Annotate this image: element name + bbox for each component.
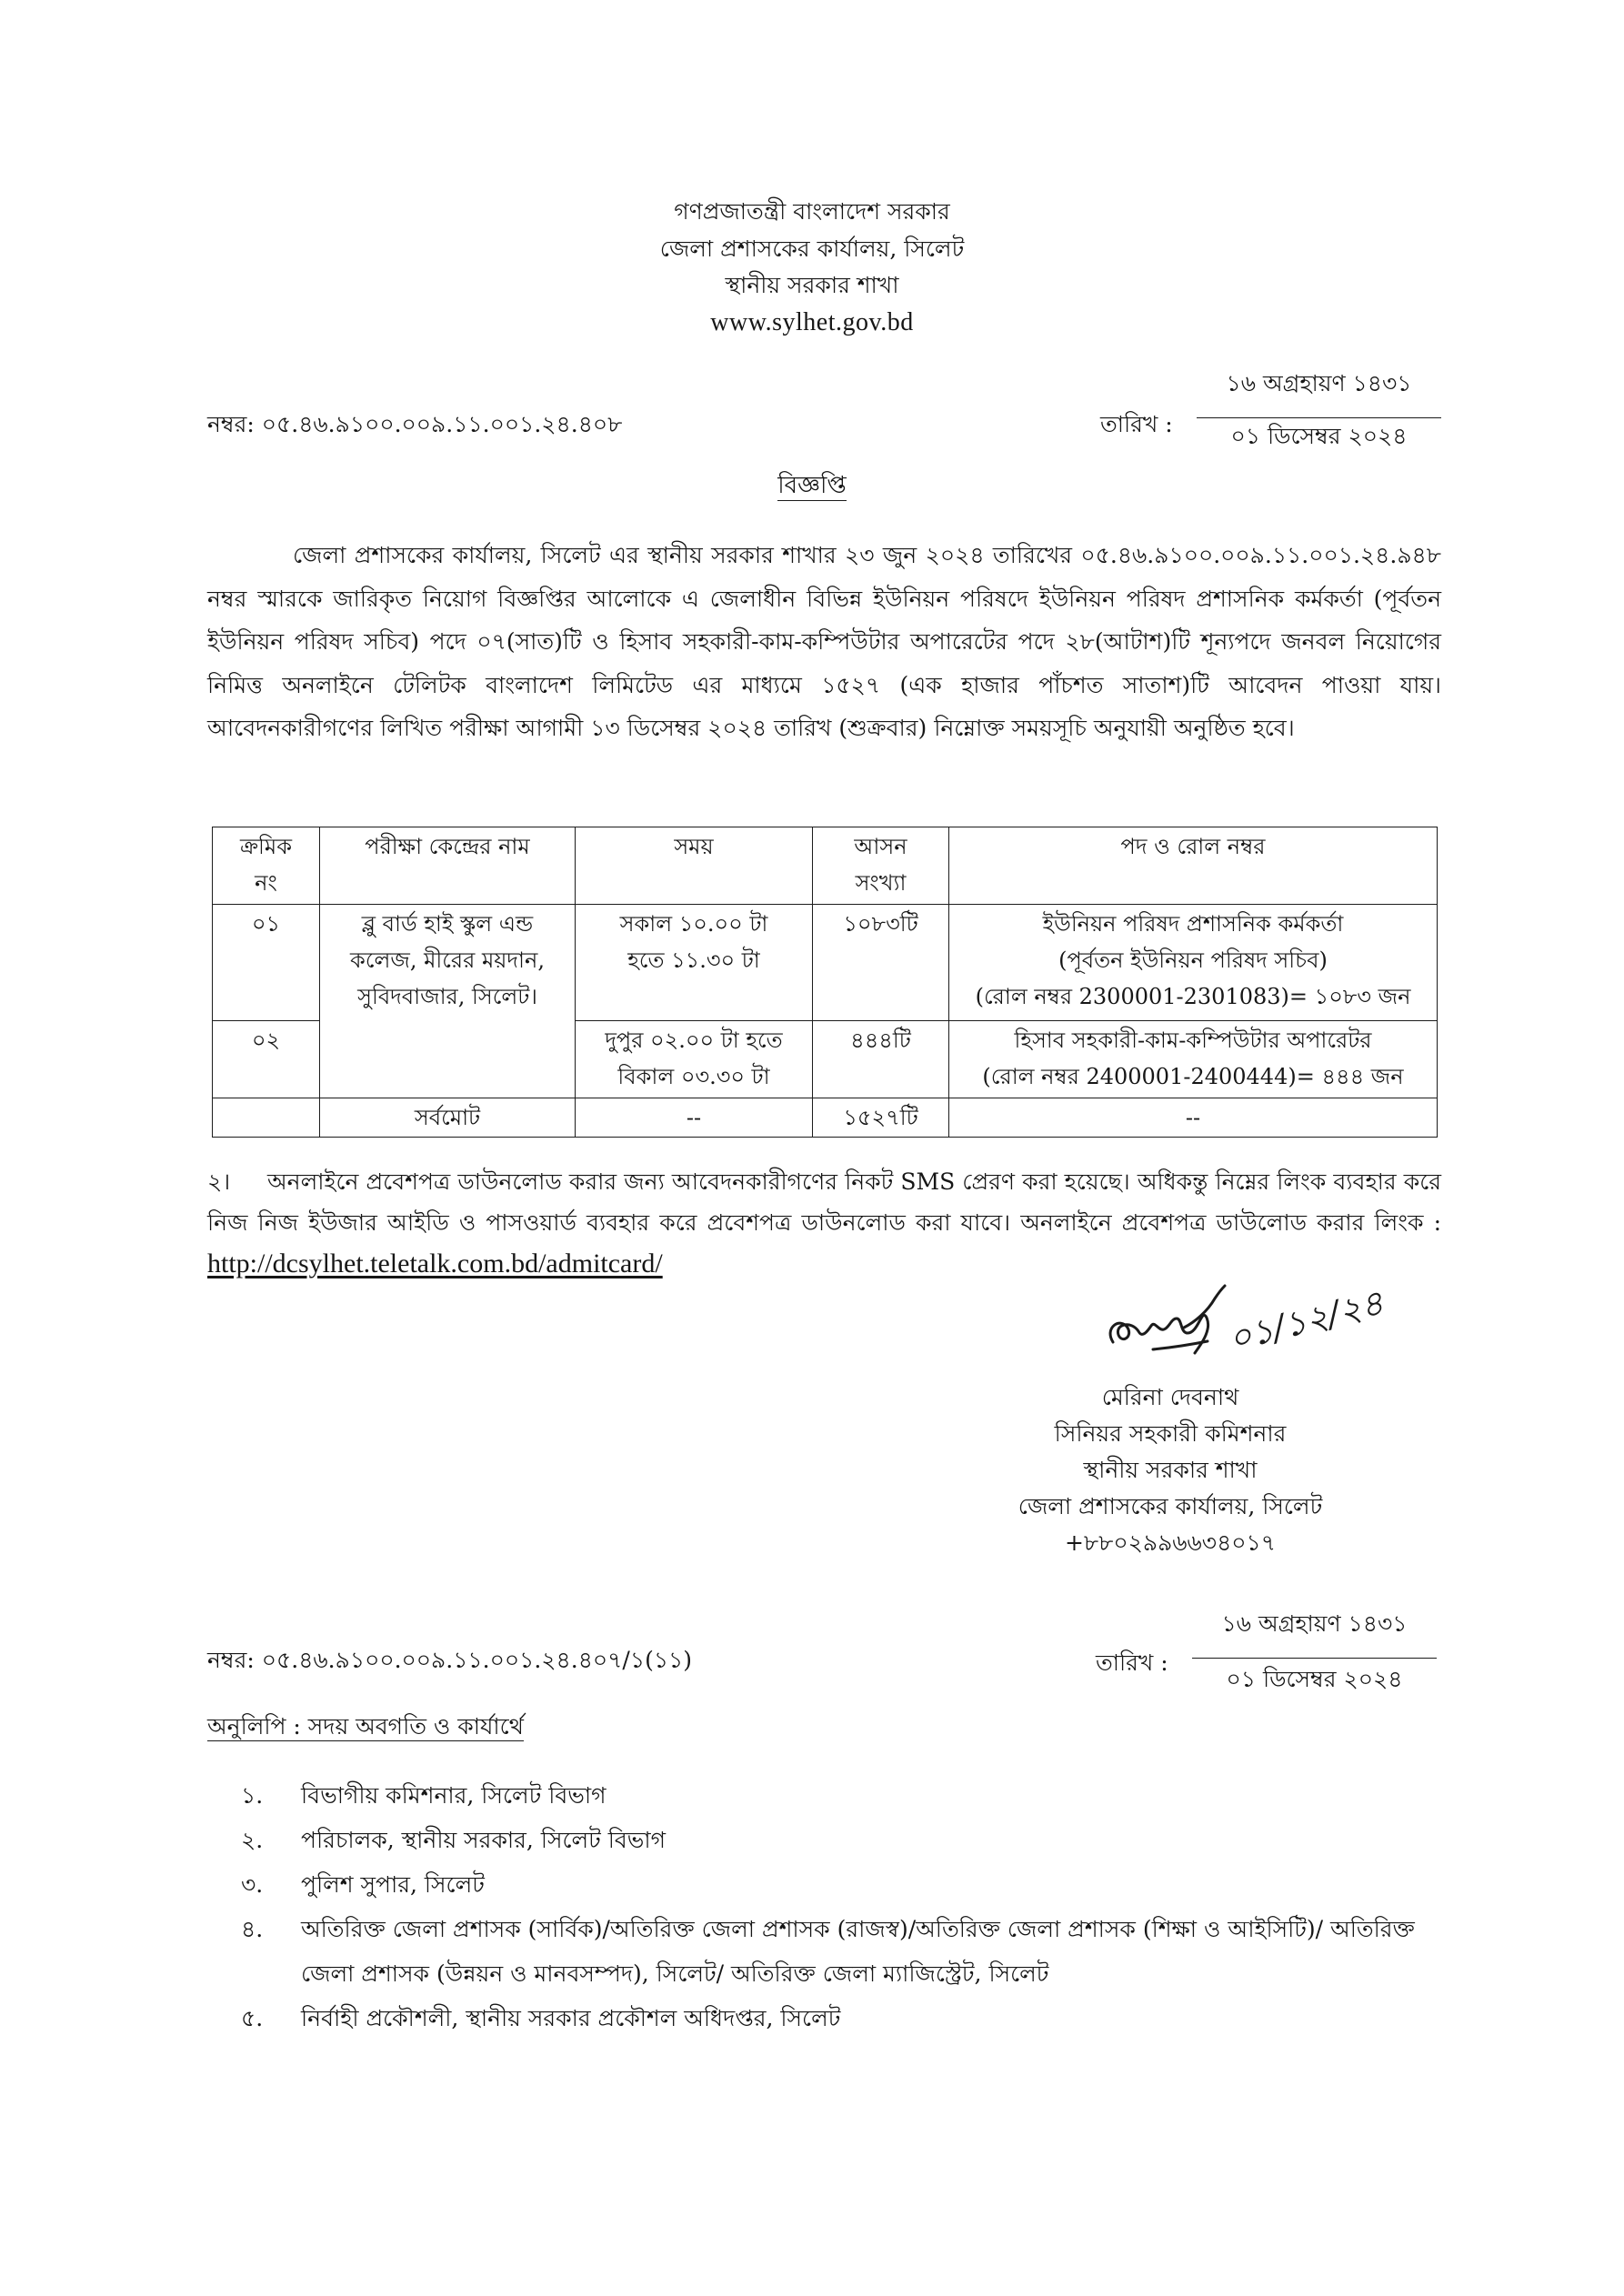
- memo-date-gregorian: ০১ ডিসেম্বর ২০২৪: [1230, 423, 1408, 449]
- list-item: [241, 1907, 1441, 1996]
- list-item-text: পরিচালক, স্থানীয় সরকার, সিলেট বিভাগ: [301, 1827, 667, 1853]
- header-seats: [813, 827, 949, 905]
- header-serial-line: ক্রমিক: [239, 834, 293, 859]
- row-serial: ০১: [213, 905, 320, 1021]
- row-seats: ১০৮৩টি: [813, 905, 949, 1021]
- copy-memo-date-gregorian: ০১ ডিসেম্বর ২০২৪: [1226, 1666, 1403, 1692]
- row-post-line: (রোল নম্বর 2300001-2301083)= ১০৮৩ জন: [975, 984, 1411, 1009]
- list-item: [241, 1818, 1441, 1862]
- memo-date-block: [1091, 364, 1450, 464]
- total-label: সর্বমোট: [320, 1098, 576, 1138]
- exam-center-line: কলেজ, মীরের ময়দান,: [350, 947, 545, 973]
- list-item: [241, 1773, 1441, 1818]
- exam-center-line: ব্লু বার্ড হাই স্কুল এন্ড: [361, 911, 534, 937]
- table-total-row: [213, 1098, 1438, 1138]
- header-post-roll: পদ ও রোল নম্বর: [949, 827, 1438, 905]
- exam-center-line: সুবিদবাজার, সিলেট।: [357, 984, 537, 1009]
- header-office-name: জেলা প্রশাসকের কার্যালয়, সিলেট: [659, 235, 965, 262]
- list-item-text: অতিরিক্ত জেলা প্রশাসক (সার্বিক)/অতিরিক্ত জেলা প্রশাসক (রাজস্ব)/অতিরিক্ত জেলা প্রশাসক (শিক্ষা ও আইসিটি)/ অতিরিক্ত জেলা প্রশাসক (উন্নয়ন ও মানবসম্পদ), সিলেট/ অতিরিক্ত জেলা ম্যাজিস্ট্রেট, সিলেট: [301, 1916, 1415, 1987]
- distribution-heading: [207, 1709, 524, 1744]
- row-seats: ৪৪৪টি: [813, 1021, 949, 1098]
- signature-date: ০১/১২/২৪: [1224, 1282, 1388, 1359]
- admit-card-text: অনলাইনে প্রবেশপত্র ডাউনলোড করার জন্য আবেদনকারীগণের নিকট SMS প্রেরণ করা হয়েছে। অধিকন্তু নিম্নের লিংক ব্যবহার করে নিজ নিজ ইউজার আইডি ও পাসওয়ার্ড ব্যবহার করে প্রবেশপত্র ডাউনলোড করা যাবে। অনলাইনে প্রবেশপত্র ডাউলোড করার লিংক :: [207, 1168, 1441, 1236]
- row-post-roll: [949, 905, 1438, 1021]
- row-serial: ০২: [213, 1021, 320, 1098]
- header-exam-center: পরীক্ষা কেন্দ্রের নাম: [320, 827, 576, 905]
- distribution-heading-text: অনুলিপি : সদয় অবগতি ও কার্যার্থে: [207, 1713, 524, 1740]
- list-item: [241, 1862, 1441, 1907]
- copy-memo-date-bangla: ১৬ অগ্রহায়ণ ১৪৩১: [1221, 1610, 1408, 1637]
- header-seats-line: সংখ্যা: [855, 870, 907, 896]
- admit-card-link[interactable]: http://dcsylhet.teletalk.com.bd/admitcard/: [207, 1248, 663, 1278]
- signatory-office: জেলা প্রশাসকের কার্যালয়, সিলেট: [1018, 1493, 1323, 1519]
- memo-date-bangla: ১৬ অগ্রহায়ণ ১৪৩১: [1226, 370, 1412, 396]
- memo-number: নম্বর: ০৫.৪৬.৯১০০.০০৯.১১.০০১.২৪.৪০৮: [207, 411, 623, 437]
- signature: [1100, 1271, 1391, 1367]
- copy-memo-date-block: [1087, 1600, 1446, 1700]
- copy-memo-date-divider: [1192, 1658, 1437, 1659]
- header-government-name: গণপ্রজাতন্ত্রী বাংলাদেশ সরকার: [674, 198, 950, 225]
- list-item-number: ৪.: [241, 1916, 264, 1942]
- total-seats: ১৫২৭টি: [813, 1098, 949, 1138]
- header-serial-line: নং: [255, 870, 277, 896]
- notice-title: [0, 467, 1624, 504]
- header-section-name: স্থানীয় সরকার শাখা: [725, 272, 899, 298]
- copy-memo-date-label: তারিখ :: [1096, 1649, 1168, 1676]
- row-post-line: হিসাব সহকারী-কাম-কম্পিউটার অপারেটর: [1014, 1028, 1372, 1053]
- exam-center-name: [320, 905, 576, 1098]
- row-post-line: (রোল নম্বর 2400001-2400444)= ৪৪৪ জন: [982, 1064, 1404, 1089]
- table-header-row: [213, 827, 1438, 905]
- exam-schedule-table: [212, 827, 1438, 1138]
- list-item: [241, 1996, 1441, 2040]
- list-item-number: ৫.: [241, 2005, 264, 2031]
- row-time: [576, 905, 813, 1021]
- header-website: www.sylhet.gov.bd: [710, 307, 914, 336]
- list-item-text: নির্বাহী প্রকৌশলী, স্থানীয় সরকার প্রকৌশল অধিদপ্তর, সিলেট: [301, 2005, 841, 2031]
- header-time: সময়: [576, 827, 813, 905]
- list-item-number: ২.: [241, 1827, 264, 1853]
- row-post-roll: [949, 1021, 1438, 1098]
- list-item-number: ১.: [241, 1782, 264, 1809]
- copy-memo-number: নম্বর: ০৫.৪৬.৯১০০.০০৯.১১.০০১.২৪.৪০৭/১(১১): [207, 1647, 693, 1673]
- row-time-line: হতে ১১.৩০ টা: [627, 947, 760, 973]
- list-item-text: বিভাগীয় কমিশনার, সিলেট বিভাগ: [301, 1782, 606, 1809]
- signature-strokes: [1110, 1286, 1225, 1353]
- table-row: [213, 905, 1438, 1021]
- signatory-designation: সিনিয়র সহকারী কমিশনার: [1054, 1420, 1287, 1447]
- header-seats-line: আসন: [854, 834, 907, 859]
- signatory-section: স্থানীয় সরকার শাখা: [1083, 1457, 1258, 1483]
- total-time: --: [576, 1098, 813, 1138]
- row-time-line: বিকাল ০৩.৩০ টা: [617, 1064, 770, 1089]
- notice-body-paragraph: জেলা প্রশাসকের কার্যালয়, সিলেট এর স্থানীয় সরকার শাখার ২৩ জুন ২০২৪ তারিখের ০৫.৪৬.৯১০০.০০৯.১১.০০১.২৪.৯৪৮ নম্বর স্মারকে জারিকৃত নিয়োগ বিজ্ঞপ্তির আলোকে এ জেলাধীন বিভিন্ন ইউনিয়ন পরিষদে ইউনিয়ন পরিষদ প্রশাসনিক কর্মকর্তা (পূর্বতন ইউনিয়ন পরিষদ সচিব) পদে ০৭(সাত)টি ও হিসাব সহকারী-কাম-কম্পিউটার অপারেটের পদে ২৮(আটাশ)টি শূন্যপদে জনবল নিয়োগের নিমিত্ত অনলাইনে টেলিটক বাংলাদেশ লিমিটেড এর মাধ্যমে ১৫২৭ (এক হাজার পাঁচশত সাতাশ)টি আবেদন পাওয়া যায়। আবেদনকারীগণের লিখিত পরীক্ষা আগামী ১৩ ডিসেম্বর ২০২৪ তারিখ (শুক্রবার) নিম্নোক্ত সময়সূচি অনুযায়ী অনুষ্ঠিত হবে।: [207, 542, 1441, 741]
- row-time-line: সকাল ১০.০০ টা: [619, 911, 768, 937]
- admit-card-paragraph: [207, 1161, 1441, 1285]
- distribution-list: [241, 1773, 1441, 2040]
- signatory-name: মেরিনা দেবনাথ: [1101, 1384, 1239, 1410]
- row-post-line: ইউনিয়ন পরিষদ প্রশাসনিক কর্মকর্তা: [1042, 911, 1344, 937]
- total-serial-cell: [213, 1098, 320, 1138]
- government-header: [0, 194, 1624, 341]
- row-time: [576, 1021, 813, 1098]
- signatory-phone: +৮৮০২৯৯৬৬৩৪০১৭: [1064, 1529, 1277, 1556]
- header-serial: [213, 827, 320, 905]
- list-item-number: ৩.: [241, 1871, 264, 1898]
- list-item-text: পুলিশ সুপার, সিলেট: [301, 1871, 485, 1898]
- signatory-block: [943, 1379, 1398, 1561]
- total-post: --: [949, 1098, 1438, 1138]
- row-time-line: দুপুর ০২.০০ টা হতে: [605, 1028, 783, 1053]
- paragraph-number: ২।: [207, 1168, 231, 1195]
- notice-title-text: বিজ্ঞপ্তি: [777, 472, 847, 499]
- memo-date-divider: [1197, 417, 1441, 418]
- row-post-line: (পূর্বতন ইউনিয়ন পরিষদ সচিব): [1058, 947, 1328, 973]
- memo-date-label: তারিখ :: [1100, 411, 1173, 437]
